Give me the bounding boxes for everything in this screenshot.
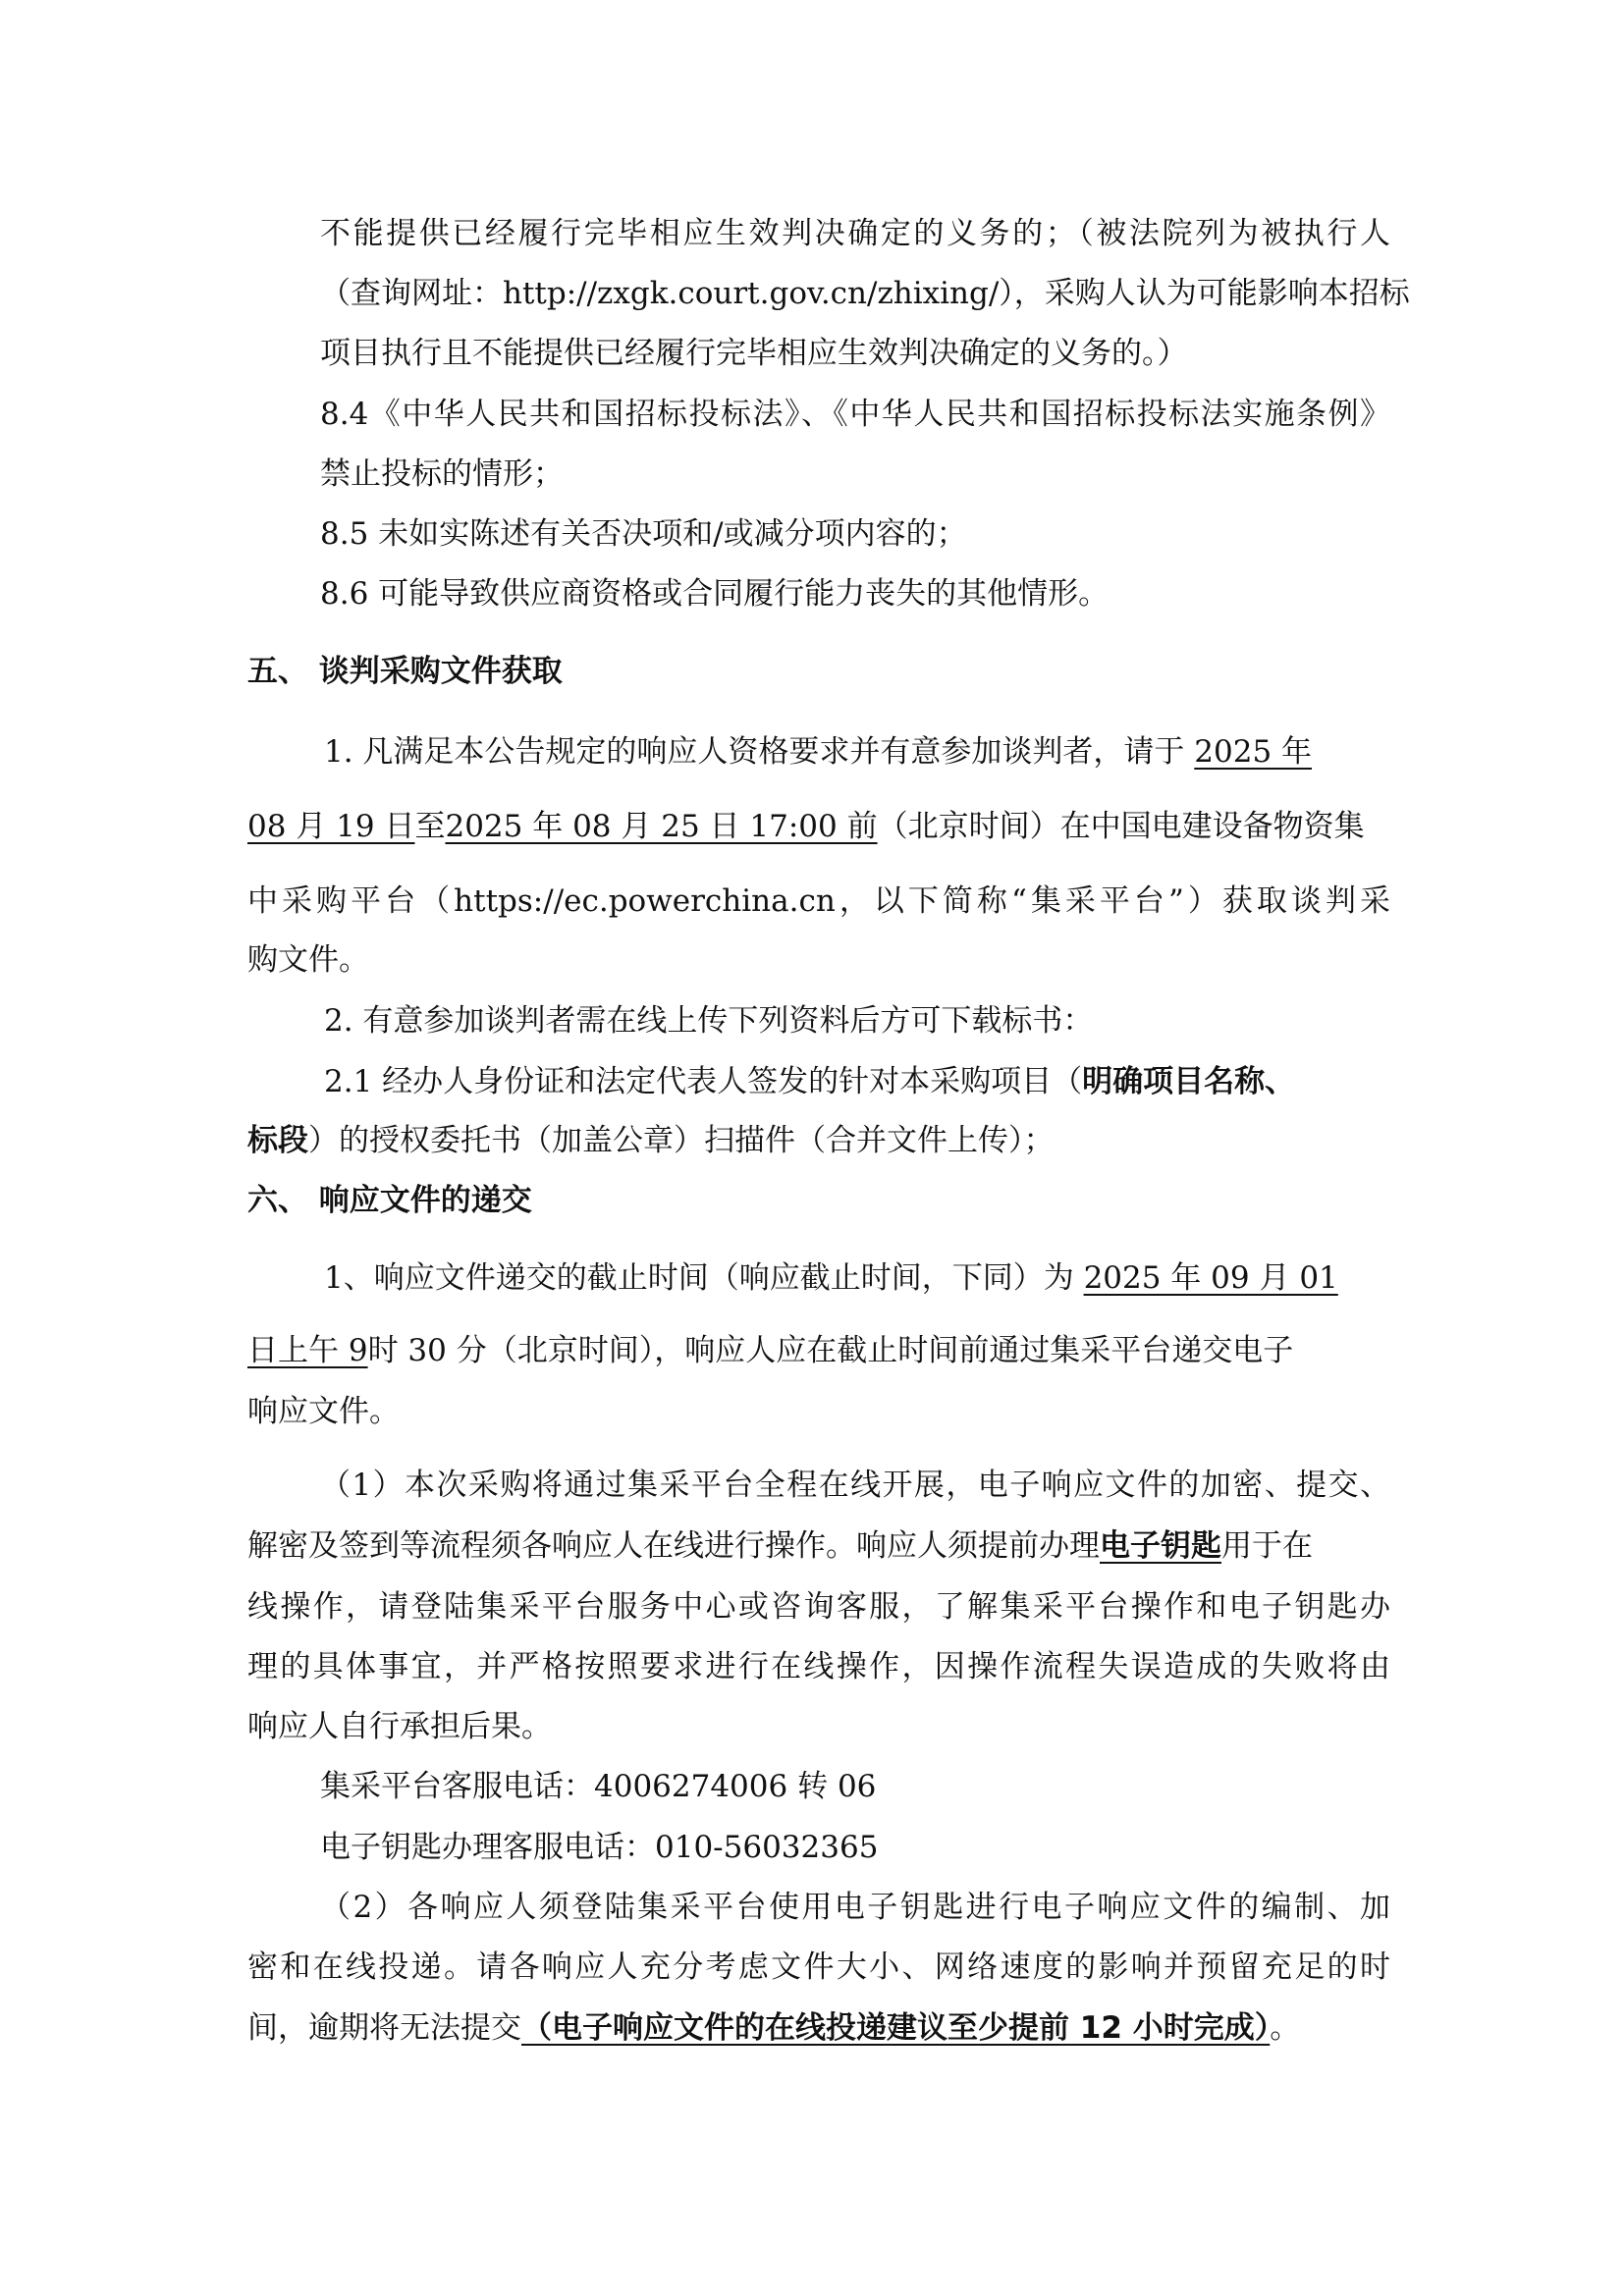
paragraph-line: 密和在线投递。请各响应人充分考虑文件大小、网络速度的影响并预留充足的时 [247,1949,1390,1985]
paragraph-line: 线操作，请登陆集采平台服务中心或咨询客服，了解集采平台操作和电子钥匙办 [247,1589,1390,1625]
paragraph-line: 响应人自行承担后果。 [247,1709,552,1744]
paragraph-line [247,2008,1300,2048]
text-run: 用于在 [1221,1528,1313,1564]
hotline-platform: 集采平台客服电话：4006274006 转 06 [320,1769,877,1804]
paragraph-line: （2）各响应人须登陆集采平台使用电子钥匙进行电子响应文件的编制、加 [320,1890,1390,1925]
paragraph-line [247,1121,1055,1160]
section-heading-6: 六、 响应文件的递交 [247,1183,532,1218]
text-run: 1. 凡满足本公告规定的响应人资格要求并有意参加谈判者，请于 [324,734,1195,770]
bold-run: 标段 [247,1123,308,1158]
text-run: 间，逾期将无法提交 [247,2010,521,2046]
paragraph-line: 项目执行且不能提供已经履行完毕相应生效判决确定的义务的。） [320,336,1188,371]
paragraph-line: （查询网址：http://zxgk.court.gov.cn/zhixing/），采购人认为可能影响本招标 [320,276,1410,311]
text-run: 1、响应文件递交的截止时间（响应截止时间，下同）为 [324,1260,1084,1296]
section-heading-5: 五、 谈判采购文件获取 [247,654,563,689]
bold-run: 明确项目名称、 [1082,1064,1296,1099]
paragraph-line [247,1331,1293,1370]
paragraph-line: 购文件。 [247,942,369,978]
list-item-8-4: 8.4《中华人民共和国招标投标法》、《中华人民共和国招标投标法实施条例》 [320,397,1390,432]
text-run: 至 [414,809,446,844]
text-run: （北京时间）在中国电建设备物资集 [877,809,1365,844]
bold-note: （电子响应文件的在线投递建议至少提前 12 小时完成） [521,2010,1271,2046]
text-run: ）的授权委托书（加盖公章）扫描件（合并文件上传）； [308,1123,1055,1158]
paragraph-line: 理的具体事宜，并严格按照要求进行在线操作，因操作流程失误造成的失败将由 [247,1649,1390,1684]
date-run: 2025 年 09 月 01 [1083,1260,1338,1296]
paragraph-line: （1）本次采购将通过集采平台全程在线开展，电子响应文件的加密、提交、 [320,1468,1390,1503]
paragraph-line: 2. 有意参加谈判者需在线上传下列资料后方可下载标书： [324,1003,1094,1039]
list-item-8-6: 8.6 可能导致供应商资格或合同履行能力丧失的其他情形。 [320,576,1110,612]
paragraph-line [247,807,1365,846]
date-run: 08 月 19 日 [247,809,415,844]
paragraph-line [324,1062,1295,1101]
text-run: 解密及签到等流程须各响应人在线进行操作。响应人须提前办理 [247,1528,1100,1564]
paragraph-line [324,732,1312,772]
date-run: 日上午 9 [247,1333,368,1368]
date-run: 2025 年 [1194,734,1313,770]
list-item-8-4-cont: 禁止投标的情形； [320,456,564,492]
paragraph-line: 响应文件。 [247,1394,400,1429]
list-item-8-5: 8.5 未如实陈述有关否决项和/或减分项内容的； [320,516,967,552]
paragraph-line [324,1258,1338,1298]
hotline-electronic-key: 电子钥匙办理客服电话：010-56032365 [320,1830,879,1865]
paragraph-line: 中采购平台（https://ec.powerchina.cn，以下简称“集采平台”）获取谈判采 [247,883,1390,919]
key-term-electronic-key: 电子钥匙 [1100,1528,1221,1564]
date-run: 2025 年 08 月 25 日 17:00 前 [445,809,878,844]
text-run: 时 30 分（北京时间），响应人应在截止时间前通过集采平台递交电子 [367,1333,1294,1368]
paragraph-line [247,1526,1313,1566]
text-run: 2.1 经办人身份证和法定代表人签发的针对本采购项目（ [324,1064,1083,1099]
text-run: 。 [1270,2010,1301,2046]
paragraph-line: 不能提供已经履行完毕相应生效判决确定的义务的；（被法院列为被执行人 [320,216,1390,251]
